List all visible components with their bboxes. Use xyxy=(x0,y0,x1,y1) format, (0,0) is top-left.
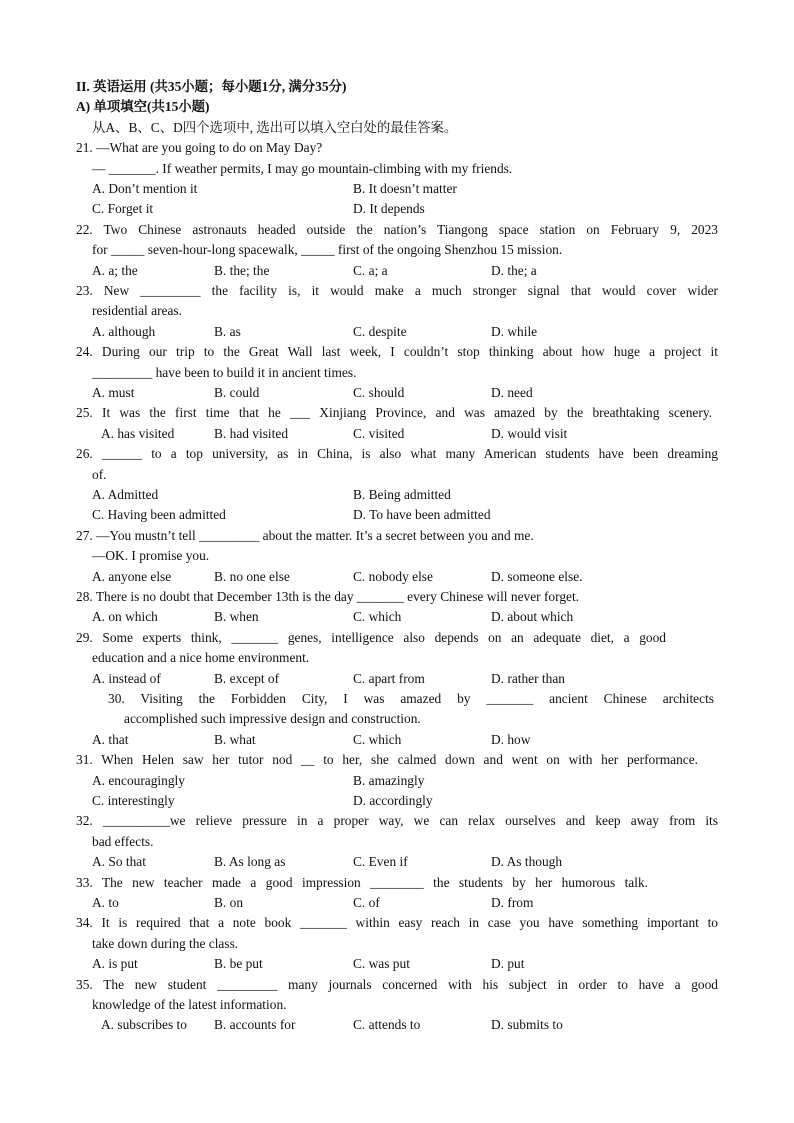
question-line: 22. Two Chinese astronauts headed outside the nation’s Tiangong space station on February 9, 2023 xyxy=(76,222,718,237)
question-line: 26. ______ to a top university, as in China, is also what many American students have been dreaming xyxy=(76,446,718,461)
option-b[interactable]: B. Being admitted xyxy=(353,487,451,502)
option-c[interactable]: C. apart from xyxy=(353,671,425,686)
option-d[interactable]: D. submits to xyxy=(491,1017,563,1032)
option-a[interactable]: A. Admitted xyxy=(92,487,159,502)
option-b[interactable]: B. It doesn’t matter xyxy=(353,181,457,196)
question-line: of. xyxy=(92,467,107,482)
option-d[interactable]: D. accordingly xyxy=(353,793,433,808)
question-line: 30. Visiting the Forbidden City, I was amazed by _______ ancient Chinese architects xyxy=(108,691,715,706)
option-c[interactable]: C. which xyxy=(353,732,402,747)
option-c[interactable]: C. despite xyxy=(353,324,407,339)
option-b[interactable]: B. except of xyxy=(214,671,280,686)
option-a[interactable]: A. has visited xyxy=(101,426,175,441)
option-c[interactable]: C. visited xyxy=(353,426,405,441)
option-b[interactable]: B. had visited xyxy=(214,426,289,441)
question-line: 25. It was the first time that he ___ Xinjiang Province, and was amazed by the breathtaking scenery. xyxy=(76,405,712,420)
option-b[interactable]: B. could xyxy=(214,385,260,400)
option-c[interactable]: C. of xyxy=(353,895,380,910)
option-b[interactable]: B. As long as xyxy=(214,854,286,869)
option-b[interactable]: B. when xyxy=(214,609,259,624)
option-a[interactable]: A. that xyxy=(92,732,129,747)
question-line: 29. Some experts think, _______ genes, intelligence also depends on an adequate diet, a good xyxy=(76,630,666,645)
option-d[interactable]: D. from xyxy=(491,895,534,910)
option-d[interactable]: D. As though xyxy=(491,854,563,869)
question-line: 34. It is required that a note book _______ within easy reach in case you have something important to xyxy=(76,915,719,930)
option-a[interactable]: A. although xyxy=(92,324,156,339)
question-line: residential areas. xyxy=(92,303,182,318)
option-d[interactable]: D. need xyxy=(491,385,533,400)
option-a[interactable]: A. So that xyxy=(92,854,146,869)
option-a[interactable]: A. must xyxy=(92,385,135,400)
question-line: 32. __________we relieve pressure in a proper way, we can relax ourselves and keep away from its xyxy=(76,813,718,828)
option-b[interactable]: B. be put xyxy=(214,956,263,971)
option-b[interactable]: B. what xyxy=(214,732,256,747)
question-line: bad effects. xyxy=(92,834,154,849)
question-line: 23. New _________ the facility is, it would make a much stronger signal that would cover wider xyxy=(76,283,718,298)
question-line: knowledge of the latest information. xyxy=(92,997,287,1012)
option-a[interactable]: A. is put xyxy=(92,956,138,971)
question-line: 27. —You mustn’t tell _________ about the matter. It’s a secret between you and me. xyxy=(76,528,534,543)
option-c[interactable]: C. was put xyxy=(353,956,410,971)
option-a[interactable]: A. subscribes to xyxy=(101,1017,187,1032)
option-a[interactable]: A. a; the xyxy=(92,263,138,278)
option-c[interactable]: C. Even if xyxy=(353,854,408,869)
option-d[interactable]: D. the; a xyxy=(491,263,537,278)
option-a[interactable]: A. on which xyxy=(92,609,158,624)
option-a[interactable]: A. anyone else xyxy=(92,569,172,584)
question-number: 21. —What are you going to do on May Day? xyxy=(76,140,323,155)
option-d[interactable]: D. To have been admitted xyxy=(353,507,491,522)
option-c[interactable]: C. which xyxy=(353,609,402,624)
option-d[interactable]: D. about which xyxy=(491,609,574,624)
question-line: _________ have been to build it in ancient times. xyxy=(92,365,357,380)
question-line: take down during the class. xyxy=(92,936,239,951)
option-a[interactable]: A. Don’t mention it xyxy=(92,181,198,196)
option-a[interactable]: A. encouragingly xyxy=(92,773,185,788)
option-c[interactable]: C. Forget it xyxy=(92,201,154,216)
option-d[interactable]: D. rather than xyxy=(491,671,565,686)
option-d[interactable]: D. while xyxy=(491,324,538,339)
option-c[interactable]: C. interestingly xyxy=(92,793,175,808)
option-b[interactable]: B. as xyxy=(214,324,241,339)
option-c[interactable]: C. should xyxy=(353,385,405,400)
option-b[interactable]: B. no one else xyxy=(214,569,290,584)
question-line: 28. There is no doubt that December 13th is the day _______ every Chinese will never forget. xyxy=(76,589,580,604)
question-line: education and a nice home environment. xyxy=(92,650,310,665)
question-line: for _____ seven-hour-long spacewalk, _____ first of the ongoing Shenzhou 15 mission. xyxy=(92,242,563,257)
question-line: 33. The new teacher made a good impression ________ the students by her humorous talk. xyxy=(76,875,649,890)
option-c[interactable]: C. nobody else xyxy=(353,569,433,584)
option-d[interactable]: D. It depends xyxy=(353,201,425,216)
section-title: II. 英语运用 (共35小题；每小题1分, 满分35分) xyxy=(76,79,347,94)
option-b[interactable]: B. accounts for xyxy=(214,1017,296,1032)
option-c[interactable]: C. Having been admitted xyxy=(92,507,226,522)
question-line: —OK. I promise you. xyxy=(92,548,210,563)
instruction: 从A、B、C、D四个选项中, 选出可以填入空白处的最佳答案。 xyxy=(92,120,458,135)
option-d[interactable]: D. someone else. xyxy=(491,569,583,584)
option-d[interactable]: D. put xyxy=(491,956,525,971)
option-c[interactable]: C. a; a xyxy=(353,263,388,278)
option-d[interactable]: D. would visit xyxy=(491,426,568,441)
option-b[interactable]: B. on xyxy=(214,895,244,910)
option-b[interactable]: B. amazingly xyxy=(353,773,425,788)
option-a[interactable]: A. instead of xyxy=(92,671,161,686)
question-line: 35. The new student _________ many journals concerned with his subject in order to have a good xyxy=(76,977,718,992)
section-subtitle: A) 单项填空(共15小题) xyxy=(76,99,210,114)
option-a[interactable]: A. to xyxy=(92,895,119,910)
question-line: 24. During our trip to the Great Wall last week, I couldn’t stop thinking about how huge a project it xyxy=(76,344,718,359)
question-line: 31. When Helen saw her tutor nod __ to her, she calmed down and went on with her performance. xyxy=(76,752,698,767)
question-line: accomplished such impressive design and construction. xyxy=(124,711,421,726)
option-b[interactable]: B. the; the xyxy=(214,263,270,278)
question-line: — _______. If weather permits, I may go mountain-climbing with my friends. xyxy=(92,161,513,176)
option-d[interactable]: D. how xyxy=(491,732,531,747)
option-c[interactable]: C. attends to xyxy=(353,1017,421,1032)
